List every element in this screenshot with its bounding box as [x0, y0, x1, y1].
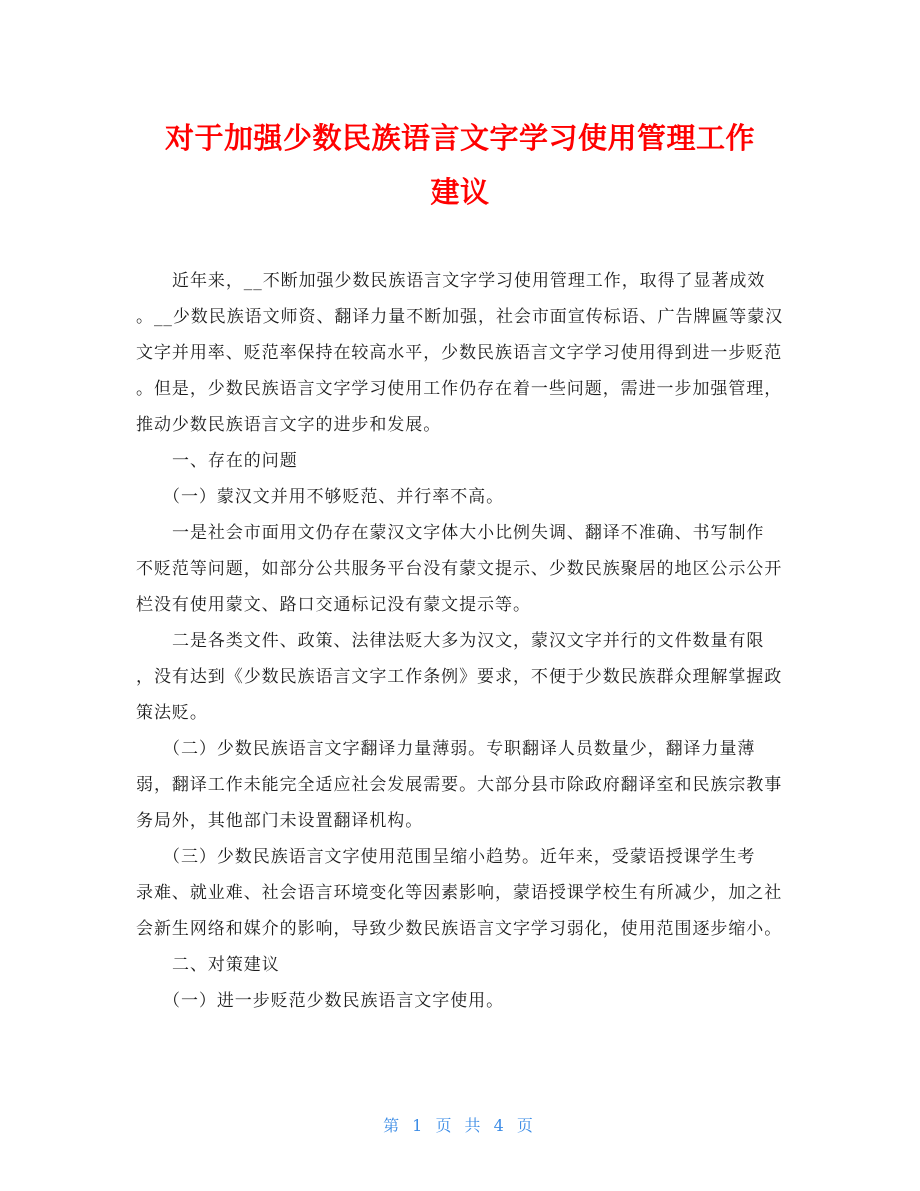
- body-text-line: （二）少数民族语言文字翻译力量薄弱。专职翻译人员数量少，翻译力量薄: [163, 739, 756, 759]
- body-text-line: 文字并用率、贬范率保持在较高水平，少数民族语言文字学习使用得到进一步贬范: [136, 343, 783, 363]
- body-text-line: 不贬范等问题，如部分公共服务平台没有蒙文提示、少数民族聚居的地区公示公开: [136, 559, 783, 579]
- body-text-line: 弱，翻译工作未能完全适应社会发展需要。大部分县市除政府翻译室和民族宗教事: [136, 775, 783, 795]
- document-title-line-2: 建议: [430, 175, 490, 209]
- body-text-line: 一、存在的问题: [172, 451, 298, 471]
- body-text-line: （三）少数民族语言文字使用范围呈缩小趋势。近年来，受蒙语授课学生考: [163, 847, 756, 867]
- body-text-line: ，没有达到《少数民族语言文字工作条例》要求，不便于少数民族群众理解掌握政: [136, 667, 783, 687]
- body-text-line: 会新生网络和媒介的影响，导致少数民族语言文字学习弱化，使用范围逐步缩小。: [136, 919, 783, 939]
- body-text-line: 务局外，其他部门未设置翻译机构。: [136, 811, 424, 831]
- body-text-line: （一）蒙汉文并用不够贬范、并行率不高。: [163, 487, 505, 507]
- body-text-line: 推动少数民族语言文字的进步和发展。: [136, 415, 442, 435]
- body-text-line: 。__少数民族语文师资、翻译力量不断加强，社会市面宣传标语、广告牌匾等蒙汉: [136, 307, 784, 327]
- body-text-line: 一是社会市面用文仍存在蒙汉文字体大小比例失调、翻译不准确、书写制作: [172, 523, 765, 543]
- document-title-line-1: 对于加强少数民族语言文字学习使用管理工作: [164, 121, 755, 155]
- body-text-line: 二、对策建议: [172, 955, 280, 975]
- page-number-footer: 第 1 页 共 4 页: [383, 1116, 537, 1135]
- body-text-line: （一）进一步贬范少数民族语言文字使用。: [163, 991, 505, 1011]
- body-text-line: 策法贬。: [136, 703, 208, 723]
- body-text-line: 栏没有使用蒙文、路口交通标记没有蒙文提示等。: [136, 595, 531, 615]
- body-text-line: 录难、就业难、社会语言环境变化等因素影响，蒙语授课学校生有所减少，加之社: [136, 883, 783, 903]
- body-text-line: 近年来，__不断加强少数民族语言文字学习使用管理工作，取得了显著成效: [172, 271, 766, 291]
- body-text-line: 。但是，少数民族语言文字学习使用工作仍存在着一些问题，需进一步加强管理，: [136, 379, 783, 399]
- body-text-line: 二是各类文件、政策、法律法贬大多为汉文，蒙汉文字并行的文件数量有限: [172, 631, 765, 651]
